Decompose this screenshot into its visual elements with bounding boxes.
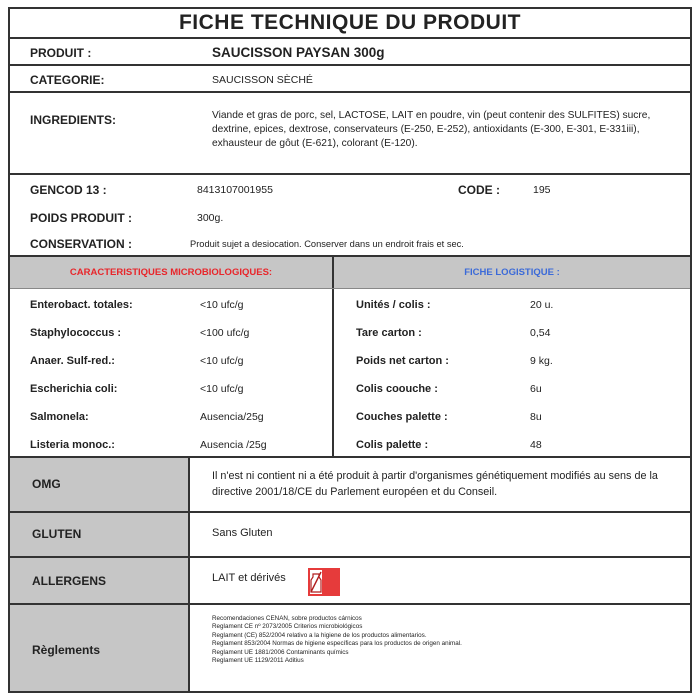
micro-row-value: <10 ufc/g — [200, 299, 244, 311]
micro-row-label: Staphylococcus : — [30, 327, 122, 339]
logistic-row-label: Tare carton : — [356, 327, 422, 339]
micro-row-value: <10 ufc/g — [200, 383, 244, 395]
regulation-line: Reglament 853/2004 Normas de higiene específicas para los productos de origen animal. — [212, 640, 462, 648]
logistic-header — [334, 257, 690, 288]
regulation-line: Reglament UE 1881/2006 Contaminants químics — [212, 648, 349, 656]
logistic-row-value: 9 kg. — [530, 355, 553, 367]
micro-row-label: Enterobact. totales: — [30, 299, 133, 311]
allergens-row — [10, 558, 690, 605]
micro-header — [10, 257, 334, 288]
ingredients-row — [10, 93, 690, 175]
gencod-value: 8413107001955 — [197, 184, 273, 196]
logistic-row-value: 8u — [530, 411, 542, 423]
regulations-row — [10, 605, 690, 693]
omg-label: OMG — [32, 477, 61, 491]
omg-value: Il n'est ni contient ni a été produit à partir d'organismes génétiquement modifiés au sens de la directive 2001/18/CE du Parlement européen et du Conseil. — [212, 470, 658, 498]
regulations-label: Règlements — [32, 643, 101, 657]
code-value: 195 — [533, 184, 551, 196]
gluten-label: GLUTEN — [32, 527, 82, 541]
regulation-line: Reglament UE 1129/2011 Aditius — [212, 657, 304, 665]
regulation-line: Reglament CE nº 2073/2005 Criterios microbiológicos — [212, 623, 363, 631]
ingredients-label: INGREDIENTS: — [30, 113, 117, 127]
regulations-label-cell — [10, 605, 190, 691]
micro-row-value: Ausencia/25g — [200, 411, 264, 423]
logistic-header-text: FICHE LOGISTIQUE : — [464, 267, 560, 278]
regulations-list — [212, 615, 682, 665]
category-label: CATEGORIE: — [30, 73, 105, 87]
micro-row-label: Salmonela: — [30, 411, 89, 423]
gluten-row — [10, 513, 690, 558]
ingredients-value: Viande et gras de porc, sel, LACTOSE, LAIT en poudre, vin (peut contenir des SULFITES) sucre, dextrine, epices, dextrose, conservateurs (E-250, E-252), antioxidants (E-300, E-301, E-331iii), exhausteur de gôut (E-621), colorant (E-120). — [212, 110, 651, 149]
product-sheet — [8, 7, 692, 693]
logistic-row-label: Unités / colis : — [356, 299, 431, 311]
micro-row-value: <100 ufc/g — [200, 327, 250, 339]
logistic-row-value: 6u — [530, 383, 542, 395]
product-label: PRODUIT : — [30, 46, 92, 60]
logistic-row-label: Couches palette : — [356, 411, 448, 423]
logistic-row-label: Colis palette : — [356, 439, 429, 451]
allergens-value: LAIT et dérivés — [212, 572, 286, 584]
regulation-line: Reglament (CE) 852/2004 relativo a la higiene de los productos alimentarios. — [212, 631, 427, 639]
allergens-label-cell — [10, 558, 190, 603]
micro-logistic-section — [10, 257, 690, 458]
gluten-value: Sans Gluten — [212, 527, 273, 539]
micro-header-text: CARACTERISTIQUES MICROBIOLOGIQUES: — [69, 267, 273, 278]
gencod-label: GENCOD 13 : — [30, 183, 107, 197]
micro-row-label: Escherichia coli: — [30, 383, 118, 395]
logistic-row-value: 0,54 — [530, 327, 551, 339]
logistic-row-label: Colis coouche : — [356, 383, 438, 395]
product-info-row — [10, 175, 690, 257]
milk-allergen-icon — [308, 568, 340, 596]
header-rule — [10, 288, 690, 289]
gluten-label-cell — [10, 513, 190, 556]
conservation-value: Produit sujet a desiocation. Conserver dans un endroit frais et sec. — [190, 239, 464, 249]
logistic-row-value: 48 — [530, 439, 542, 451]
micro-row-label: Anaer. Sulf-red.: — [30, 355, 115, 367]
page-title: FICHE TECHNIQUE DU PRODUIT — [10, 9, 690, 39]
omg-label-cell — [10, 458, 190, 511]
logistic-row-value: 20 u. — [530, 299, 554, 311]
regulation-line: Recomendaciones CENAN, sobre productos cárnicos — [212, 615, 362, 622]
micro-row-value: Ausencia /25g — [200, 439, 267, 451]
allergens-label: ALLERGENS — [32, 574, 107, 588]
category-row — [10, 66, 690, 93]
code-label: CODE : — [458, 183, 500, 197]
weight-value: 300g. — [197, 212, 224, 224]
product-name: SAUCISSON PAYSAN 300g — [212, 45, 385, 60]
conservation-label: CONSERVATION : — [30, 237, 133, 251]
category-value: SAUCISSON SÈCHÉ — [212, 74, 313, 86]
weight-label: POIDS PRODUIT : — [30, 211, 133, 225]
omg-row — [10, 458, 690, 513]
micro-row-label: Listeria monoc.: — [30, 439, 115, 451]
micro-row-value: <10 ufc/g — [200, 355, 244, 367]
product-row — [10, 39, 690, 66]
logistic-row-label: Poids net carton : — [356, 355, 449, 367]
micro-logistic-divider — [332, 257, 334, 456]
